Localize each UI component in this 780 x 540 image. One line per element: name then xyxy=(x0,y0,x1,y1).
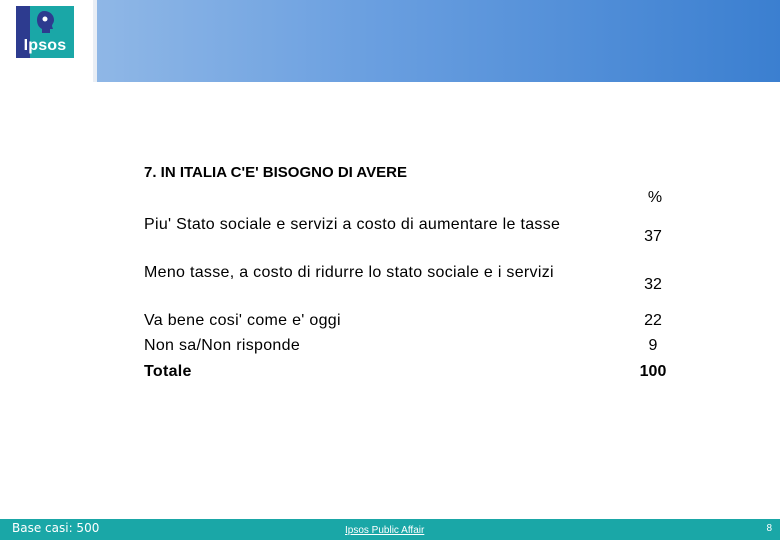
row-value: 32 xyxy=(644,276,662,293)
row-value: 9 xyxy=(648,337,658,354)
header-band xyxy=(97,0,780,82)
total-row xyxy=(144,360,676,384)
total-label: Totale xyxy=(144,363,192,380)
logo-area xyxy=(0,0,93,82)
row-label: Meno tasse, a costo di ridurre lo stato sociale e i servizi xyxy=(144,264,554,281)
logo-text: Ipsos xyxy=(23,37,67,54)
table-row xyxy=(144,334,676,358)
page-number: 8 xyxy=(766,523,772,534)
head-profile-icon xyxy=(34,10,56,34)
question-title: 7. IN ITALIA C'E' BISOGNO DI AVERE xyxy=(144,164,407,181)
row-label: Non sa/Non risponde xyxy=(144,337,301,354)
row-value: 22 xyxy=(644,312,662,329)
base-cases: Base casi: 500 xyxy=(12,521,100,535)
footer-bar xyxy=(0,519,780,540)
row-value: 37 xyxy=(644,228,662,245)
ipsos-logo xyxy=(16,6,74,58)
table-row xyxy=(144,213,676,261)
table-row xyxy=(144,261,676,309)
table-row xyxy=(144,309,676,333)
row-label: Piu' Stato sociale e servizi a costo di aumentare le tasse xyxy=(144,216,561,233)
total-value: 100 xyxy=(639,363,667,380)
footer-link[interactable]: Ipsos Public Affair xyxy=(345,525,425,536)
row-label: Va bene cosi' come e' oggi xyxy=(144,312,341,329)
percent-column-header: % xyxy=(647,189,663,206)
